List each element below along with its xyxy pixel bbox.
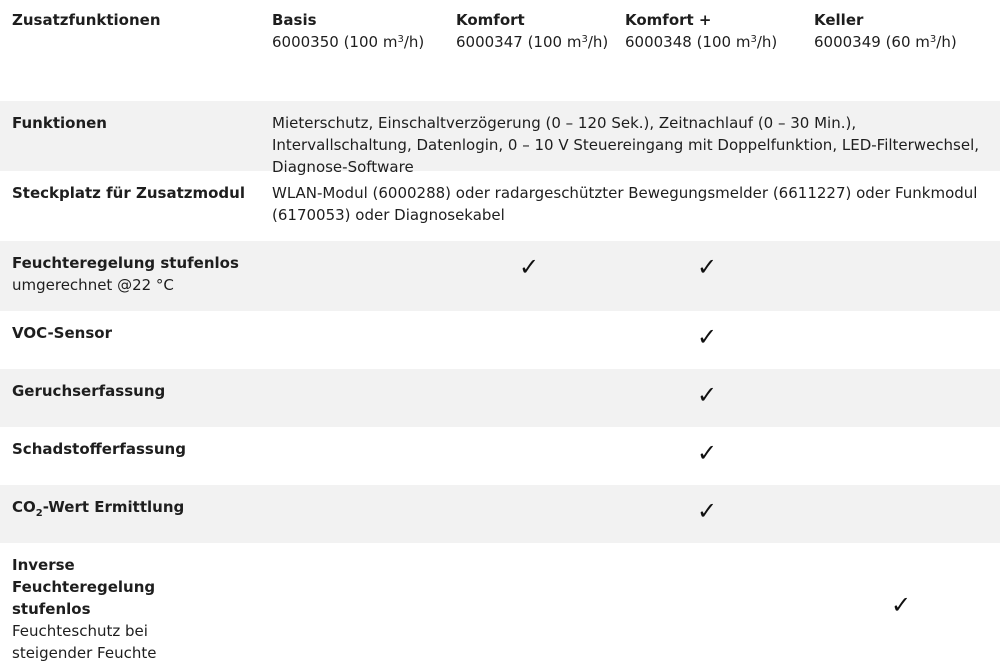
checkmark-icon: ✓ <box>697 381 718 409</box>
row-label: $CO_2$-Wert Ermittlung <box>12 498 185 519</box>
column-code: 6000348 (100 $m^3/h$) <box>625 33 778 51</box>
column-name: Komfort <box>456 11 525 29</box>
row-text: WLAN-Modul (6000288) oder radargeschützter Bewegungsmelder (6611227) oder Funkmodul (6170053) oder Diagnosekabel <box>272 184 978 224</box>
row-label: Funktionen <box>12 114 107 132</box>
column-name: Komfort + <box>625 11 712 29</box>
checkmark-icon: ✓ <box>519 253 540 281</box>
column-header-keller <box>814 9 957 53</box>
row-text: Mieterschutz, Einschaltverzögerung (0 – 120 Sek.), Zeitnachlauf (0 – 30 Min.), Intervallschaltung, Datenlogin, 0 – 10 V Steuereingang mit Doppelfunktion, LED-Filterwechsel, Diagnose-Software <box>272 114 980 176</box>
column-code: 6000349 (60 $m^3/h$) <box>814 33 957 51</box>
column-code: 6000347 (100 $m^3/h$) <box>456 33 609 51</box>
row-sublabel: Feuchteschutz bei steigender Feuchte <box>12 622 157 662</box>
column-header-komfort <box>456 9 608 53</box>
column-name: Keller <box>814 11 864 29</box>
checkmark-icon: ✓ <box>697 497 718 525</box>
checkmark-icon: ✓ <box>891 591 912 619</box>
column-header-komfort-plus <box>625 9 777 53</box>
checkmark-icon: ✓ <box>697 439 718 467</box>
row-label: Feuchteregelung stufenlos <box>12 254 239 272</box>
row-label: Steckplatz für Zusatzmodul <box>12 184 245 202</box>
row-label: Schadstofferfassung <box>12 440 186 458</box>
column-code: 6000350 (100 $m^3/h$) <box>272 33 425 51</box>
column-header-basis <box>272 9 424 53</box>
table-row-co2-wert <box>0 485 1000 543</box>
table-row-geruchserfassung <box>0 369 1000 427</box>
table-header <box>0 0 1000 101</box>
row-label: Geruchserfassung <box>12 382 166 400</box>
table-row-feuchteregelung <box>0 241 1000 311</box>
table-row-steckplatz <box>0 171 1000 241</box>
table-row-funktionen <box>0 101 1000 176</box>
checkmark-icon: ✓ <box>697 253 718 281</box>
header-label: Zusatzfunktionen <box>12 11 161 29</box>
column-name: Basis <box>272 11 317 29</box>
table-row-voc-sensor <box>0 311 1000 369</box>
row-label: VOC-Sensor <box>12 324 112 342</box>
table-row-inverse-feuchteregelung <box>0 543 1000 667</box>
checkmark-icon: ✓ <box>697 323 718 351</box>
table-row-schadstofferfassung <box>0 427 1000 485</box>
row-label: Inverse Feuchteregelung stufenlos <box>12 556 156 618</box>
row-sublabel: umgerechnet @22 °C <box>12 276 174 294</box>
